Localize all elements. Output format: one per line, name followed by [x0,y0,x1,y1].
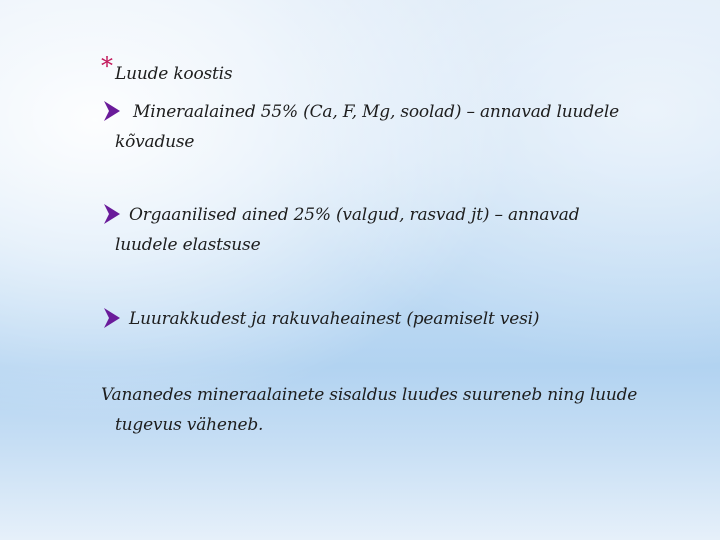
conclusion-line-2: tugevus väheneb. [115,415,264,435]
bullet-1-line-2: kõvaduse [115,132,195,152]
bullet-2-line-2: luudele elastsuse [115,235,261,255]
bullet-3-line-1: Luurakkudest ja rakuvaheainest (peamiselt vesi) [129,309,540,329]
conclusion-line-1: Vananedes mineraalainete sisaldus luudes suureneb ning luude [101,385,638,405]
asterisk-icon: * [101,52,113,80]
bullet-2-line-1: Orgaanilised ained 25% (valgud, rasvad jt) – annavad [129,205,580,225]
arrowhead-bullet-icon [103,203,121,225]
bullet-1-line-1: Mineraalained 55% (Ca, F, Mg, soolad) – annavad luudele [133,102,619,122]
arrowhead-bullet-icon [103,307,121,329]
arrowhead-bullet-icon [103,100,121,122]
slide-title: Luude koostis [115,64,233,84]
